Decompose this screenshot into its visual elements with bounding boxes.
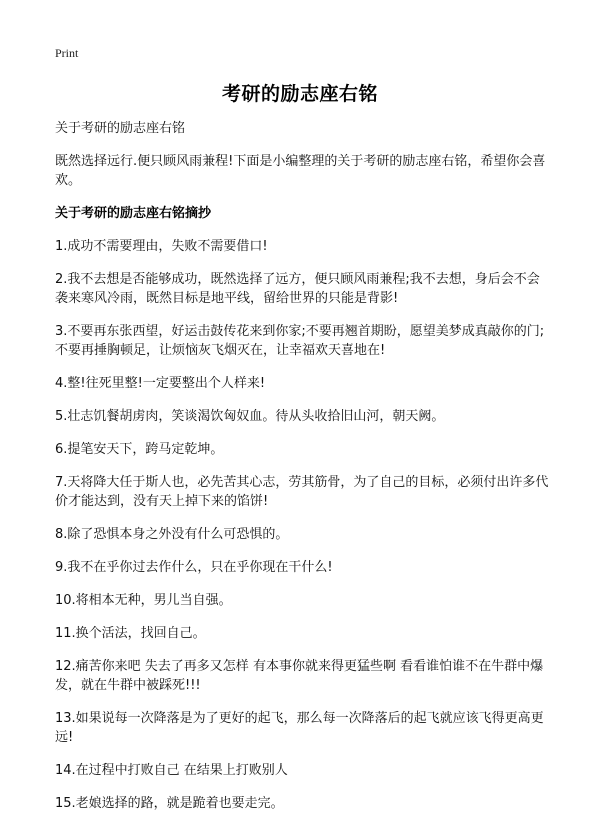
print-label[interactable]: Print bbox=[55, 46, 79, 60]
list-item: 10.将相本无种，男儿当自强。 bbox=[55, 593, 232, 608]
list-item: 11.换个活法，找回自己。 bbox=[55, 626, 206, 641]
list-item: 12.痛苦你来吧 失去了再多又怎样 有本事你就来得更猛些啊 看看谁怕谁不在牛群中爆发，就在牛群中被踩死!!! bbox=[55, 659, 544, 693]
list-item: 14.在过程中打败自己 在结果上打败别人 bbox=[55, 763, 288, 778]
intro-heading: 关于考研的励志座右铭 bbox=[55, 121, 186, 136]
list-item: 9.我不在乎你过去作什么，只在乎你现在干什么! bbox=[55, 560, 333, 575]
list-item: 15.老娘选择的路，就是跪着也要走完。 bbox=[55, 796, 284, 811]
list-item: 7.天将降大任于斯人也，必先苦其心志，劳其筋骨，为了自己的目标，必须付出许多代价才能达到，没有天上掉下来的馅饼! bbox=[55, 475, 549, 509]
page-title: 考研的励志座右铭 bbox=[221, 83, 378, 105]
section-heading: 关于考研的励志座右铭摘抄 bbox=[55, 206, 212, 221]
list-item: 13.如果说每一次降落是为了更好的起飞，那么每一次降落后的起飞就应该飞得更高更远! bbox=[55, 711, 544, 745]
list-item: 8.除了恐惧本身之外没有什么可恐惧的。 bbox=[55, 527, 289, 542]
document-body bbox=[55, 119, 550, 827]
list-item: 5.壮志饥餐胡虏肉，笑谈渴饮匈奴血。待从头收拾旧山河，朝天阙。 bbox=[55, 409, 445, 424]
list-item: 6.提笔安天下，跨马定乾坤。 bbox=[55, 442, 224, 457]
intro-text: 既然选择远行.便只顾风雨兼程!下面是小编整理的关于考研的励志座右铭，希望你会喜欢。 bbox=[55, 154, 546, 188]
list-item: 4.整!往死里整!一定要整出个人样来! bbox=[55, 376, 266, 391]
list-item: 1.成功不需要理由，失败不需要借口! bbox=[55, 239, 268, 254]
list-item: 2.我不去想是否能够成功，既然选择了远方，便只顾风雨兼程;我不去想，身后会不会袭来寒风冷雨，既然目标是地平线，留给世界的只能是背影! bbox=[55, 272, 540, 306]
list-item: 3.不要再东张西望，好运击鼓传花来到你家;不要再翘首期盼，愿望美梦成真敲你的门;不要再捶胸顿足，让烦恼灰飞烟灭在，让幸福欢天喜地在! bbox=[55, 324, 545, 358]
